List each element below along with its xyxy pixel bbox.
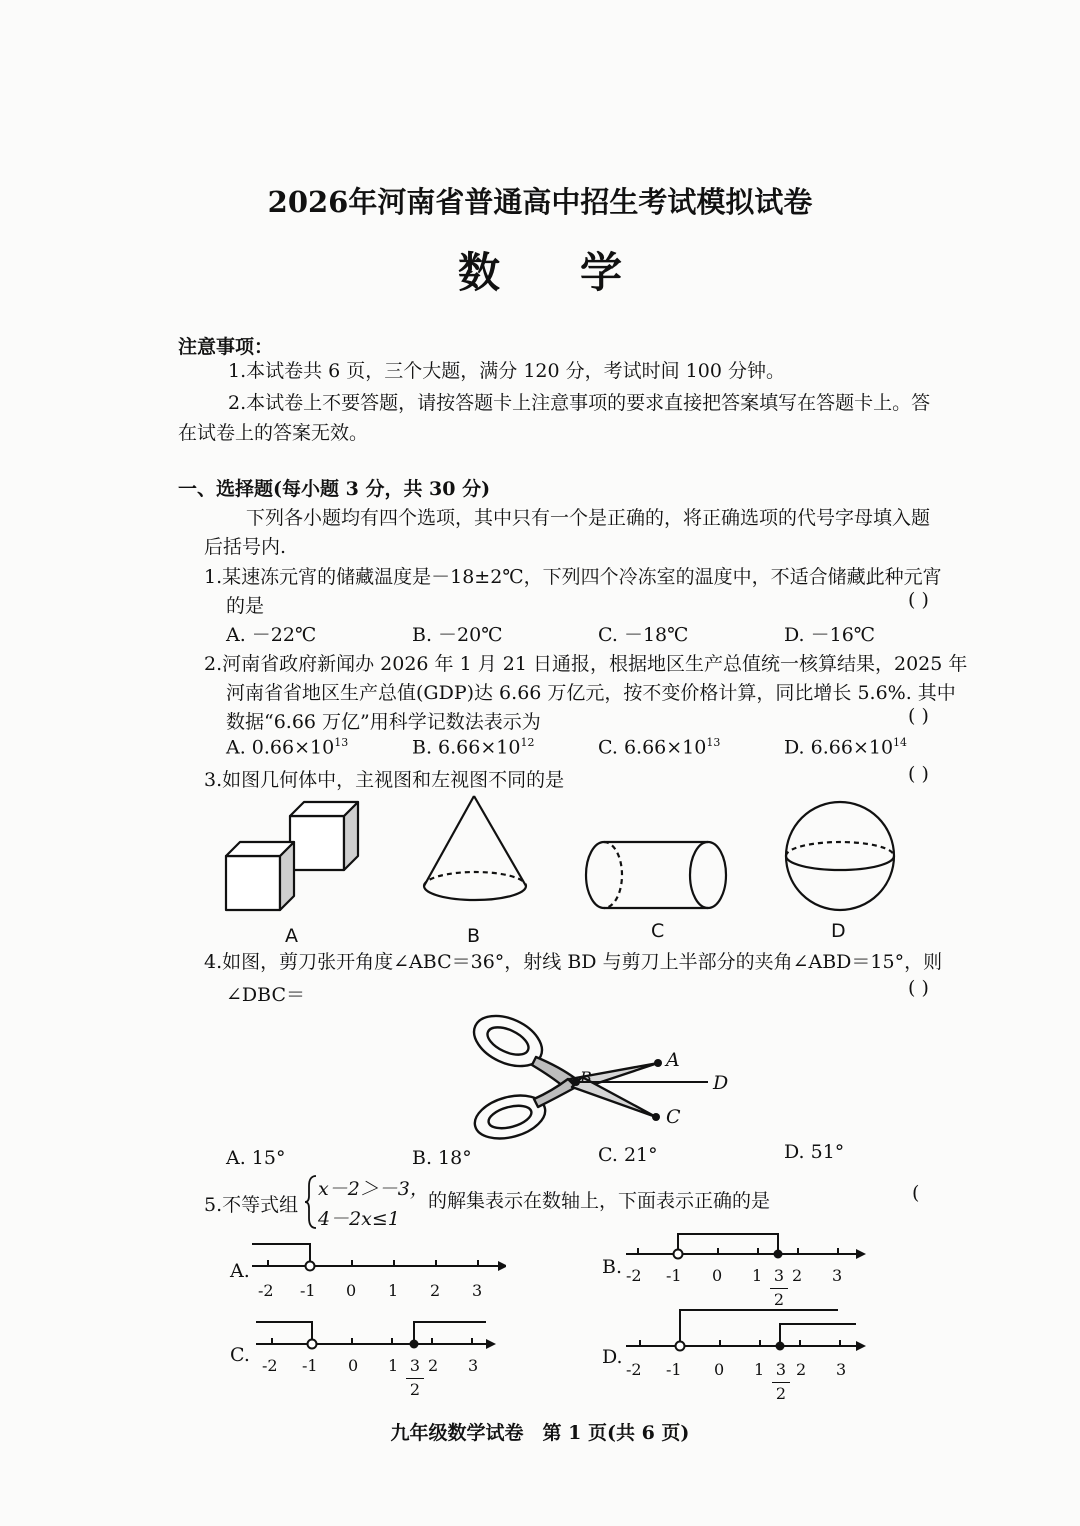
q5-d-tick-2: 2 xyxy=(796,1360,807,1379)
q5-c-tick-m1: -1 xyxy=(302,1356,318,1375)
q5-a-tick-1: 1 xyxy=(388,1281,399,1300)
q5-option-d-label: D. xyxy=(602,1346,623,1368)
q5-b-frac-den: 2 xyxy=(773,1290,785,1309)
q3-stem: 3.如图几何体中，主视图和左视图不同的是 xyxy=(204,769,565,791)
q5-d-tick-1: 1 xyxy=(754,1360,765,1379)
q5-b-tick-0: 0 xyxy=(712,1266,723,1285)
q5-b-tick-2: 2 xyxy=(792,1266,803,1285)
q3-figure-b-cone xyxy=(424,796,526,900)
exam-title: 2026年河南省普通高中招生考试模拟试卷 xyxy=(267,185,813,219)
section-1-heading: 一、选择题(每小题 3 分，共 30 分) xyxy=(178,478,491,500)
q3-label-b: B xyxy=(467,925,481,947)
q1-option-b: B. －20℃ xyxy=(412,624,503,646)
q2-option-b xyxy=(412,736,534,758)
q5-inequality-2: 4－2x≤1 xyxy=(318,1208,400,1230)
q4-label-b: B xyxy=(580,1068,592,1087)
exam-subject: 数学 xyxy=(457,248,702,297)
q5-a-tick-3: 3 xyxy=(472,1281,483,1300)
q4-stem-line-2: ∠DBC＝ xyxy=(226,984,306,1006)
q5-d-frac-num: 3 xyxy=(775,1360,787,1379)
q4-point-b xyxy=(572,1078,580,1086)
q2-option-a xyxy=(226,736,348,758)
q5-b-tick-m1: -1 xyxy=(666,1266,682,1285)
section-1-intro-line-1: 下列各小题均有四个选项，其中只有一个是正确的，将正确选项的代号字母填入题 xyxy=(246,507,931,529)
q2-stem-line-1: 2.河南省政府新闻办 2026 年 1 月 21 日通报，根据地区生产总值统一核算结果，2025 年 xyxy=(204,653,968,675)
q5-brace xyxy=(304,1174,318,1230)
q2-option-a-base: A. 0.66×10 xyxy=(226,736,335,759)
q2-option-d xyxy=(784,736,907,758)
q4-option-d: D. 51° xyxy=(784,1141,845,1163)
q2-stem-line-2: 河南省省地区生产总值(GDP)达 6.66 万亿元，按不变价格计算，同比增长 5.6%. 其中 xyxy=(226,682,956,704)
q2-option-b-exp: 12 xyxy=(520,736,535,749)
q4-option-c: C. 21° xyxy=(598,1144,658,1166)
notice-heading: 注意事项： xyxy=(178,336,274,358)
q5-a-tick-m2: -2 xyxy=(258,1281,274,1300)
q5-b-tick-m2: -2 xyxy=(626,1266,642,1285)
q1-option-a: A. －22℃ xyxy=(226,624,317,646)
q5-c-frac-den: 2 xyxy=(409,1380,421,1399)
notice-item-1: 1.本试卷共 6 页，三个大题，满分 120 分，考试时间 100 分钟。 xyxy=(228,360,785,382)
q1-stem-line-1: 1.某速冻元宵的储藏温度是－18±2℃，下列四个冷冻室的温度中，不适合储藏此种元宵 xyxy=(204,566,942,588)
q5-c-tick-0: 0 xyxy=(348,1356,359,1375)
q3-label-c: C xyxy=(651,920,665,942)
q3-figure-a-cubes xyxy=(226,802,358,910)
q5-d-tick-0: 0 xyxy=(714,1360,725,1379)
q5-d-frac-den: 2 xyxy=(775,1384,787,1403)
section-1-intro-line-2: 后括号内. xyxy=(204,536,287,558)
q2-stem-line-3: 数据“6.66 万亿”用科学记数法表示为 xyxy=(226,711,541,733)
q5-b-tick-3: 3 xyxy=(832,1266,843,1285)
q5-b-frac-num: 3 xyxy=(773,1266,785,1285)
q4-label-a: A xyxy=(666,1049,680,1071)
q3-answer-paren: ( ) xyxy=(908,763,929,785)
q5-b-frac-bar xyxy=(770,1288,788,1289)
q5-d-tick-m2: -2 xyxy=(626,1360,642,1379)
q5-stem-suffix: 的解集表示在数轴上，下面表示正确的是 xyxy=(428,1190,771,1212)
q5-inequality-1: x－2＞－3， xyxy=(318,1178,429,1200)
notice-item-2-line-1: 2.本试卷上不要答题，请按答题卡上注意事项的要求直接把答案填写在答题卡上。答 xyxy=(228,392,931,414)
q5-option-b-label: B. xyxy=(602,1256,623,1278)
q5-stem-prefix: 5.不等式组 xyxy=(204,1194,299,1216)
q5-c-tick-2: 2 xyxy=(428,1356,439,1375)
q3-label-d: D xyxy=(831,920,846,942)
q5-a-tick-2: 2 xyxy=(430,1281,441,1300)
q4-option-b: B. 18° xyxy=(412,1147,472,1169)
q4-label-c: C xyxy=(666,1106,681,1128)
q4-label-d: D xyxy=(713,1072,729,1094)
q5-a-tick-m1: -1 xyxy=(300,1281,316,1300)
q5-c-frac-num: 3 xyxy=(409,1356,421,1375)
q5-c-tick-m2: -2 xyxy=(262,1356,278,1375)
q4-stem-line-1: 4.如图，剪刀张开角度∠ABC＝36°，射线 BD 与剪刀上半部分的夹角∠ABD＝15°，则 xyxy=(204,951,943,973)
q5-c-frac-bar xyxy=(406,1378,424,1379)
q2-option-c xyxy=(598,736,720,758)
q2-option-d-exp: 14 xyxy=(893,736,908,749)
page-footer: 九年级数学试卷 第 1 页(共 6 页) xyxy=(390,1422,690,1444)
q1-answer-paren: ( ) xyxy=(908,589,929,611)
notice-item-2-line-2: 在试卷上的答案无效。 xyxy=(178,422,369,444)
q5-d-tick-m1: -1 xyxy=(666,1360,682,1379)
q2-option-a-exp: 13 xyxy=(334,736,349,749)
q5-answer-paren: ( xyxy=(912,1182,920,1204)
q3-figure-d-sphere xyxy=(786,802,894,910)
q5-number-line-c xyxy=(250,1310,500,1360)
q5-d-frac-bar xyxy=(772,1382,790,1383)
q5-a-tick-0: 0 xyxy=(346,1281,357,1300)
q4-point-a xyxy=(654,1059,662,1067)
q1-stem-line-2: 的是 xyxy=(226,595,265,617)
q2-option-c-base: C. 6.66×10 xyxy=(598,736,707,759)
q5-d-tick-3: 3 xyxy=(836,1360,847,1379)
q2-answer-paren: ( ) xyxy=(908,705,929,727)
q4-answer-paren: ( ) xyxy=(908,977,929,999)
q5-b-tick-1: 1 xyxy=(752,1266,763,1285)
q1-option-c: C. －18℃ xyxy=(598,624,689,646)
q2-option-d-base: D. 6.66×10 xyxy=(784,736,894,759)
q3-label-a: A xyxy=(285,925,298,947)
q5-c-tick-1: 1 xyxy=(388,1356,399,1375)
q5-number-line-b xyxy=(620,1222,870,1272)
q2-option-b-base: B. 6.66×10 xyxy=(412,736,521,759)
q3-figures xyxy=(200,780,920,950)
q4-point-c xyxy=(652,1113,660,1121)
q5-number-line-a xyxy=(246,1232,506,1302)
q1-option-d: D. －16℃ xyxy=(784,624,876,646)
q3-figure-c-cylinder xyxy=(586,842,726,908)
q2-option-c-exp: 13 xyxy=(706,736,721,749)
q5-option-c-label: C. xyxy=(230,1344,250,1366)
q5-number-line-d xyxy=(620,1300,870,1360)
q4-option-a: A. 15° xyxy=(226,1147,286,1169)
q5-option-a-label: A. xyxy=(230,1260,250,1282)
q5-c-tick-3: 3 xyxy=(468,1356,479,1375)
